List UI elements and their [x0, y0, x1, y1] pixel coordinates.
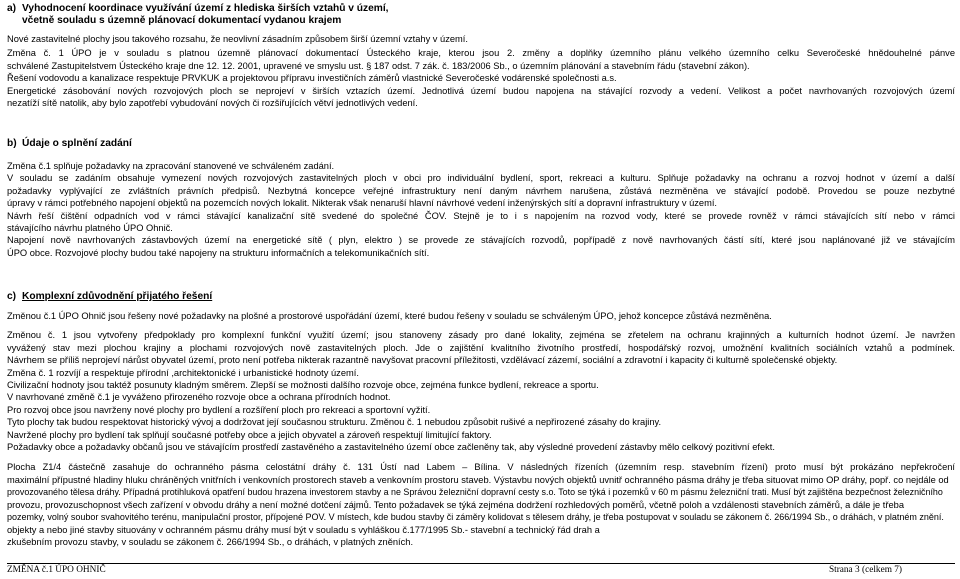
section-b-line: V souladu se zadáním obsahuje vymezení nových rozvojových zastavitelných ploch v obci pro individuální bydlení, sport, rekreaci a kulturu. Splňuje požadavky na ochranu a rozvoj hodnot v území a další [7, 173, 955, 184]
section-b-heading [7, 138, 132, 150]
section-a-heading-line2: včetně souladu s územně plánovací dokumentací vydanou krajem [22, 15, 342, 26]
section-c-spacer [7, 453, 955, 461]
section-c-line: Pro rozvoj obce jsou navrženy nové plochy pro bydlení a rozšíření ploch pro rekreaci a sportovní vyžití. [7, 404, 431, 415]
section-a-body [7, 33, 955, 109]
section-c-line: Plocha Z1/4 částečně zasahuje do ochranného pásma celostátní dráhy č. 131 Ústí nad Labem – Bílina. V následných řízeních (územním resp. stavebním řízení) proto musí být prokázáno nepřekročení [7, 462, 955, 473]
section-b-line: Změna č.1 splňuje požadavky na zpracování stanovené ve schváleném zadání. [7, 161, 335, 171]
section-c-line: Změnou č.1 ÚPO Ohnič jsou řešeny nové požadavky na plošné a prostorové uspořádání území, které budou řešeny v souladu se schváleným ÚPO, jehož koncepce zůstává nezměněna. [7, 311, 772, 321]
section-a-line: schválené Zastupitelstvem Ústeckého kraje dne 12. 12. 2001, upravené ve smyslu ust. § 187 odst. 7 zák. č. 183/2006 Sb., o územním plánování a stavebním řádu (stavební zákon). [7, 60, 750, 71]
section-c-line: vyvážený stav mezi plochou krajiny a plochami rozvojových nově zastavitelných ploch. Jde o zajištění kvalitního životního prostředí, hospodářský rozvoj, umožnění kvalitních sociálních vztahů a podmínek. [7, 342, 955, 353]
section-c-heading-text: Komplexní zdůvodnění přijatého řešení [22, 291, 213, 302]
section-a-heading-line1: Vyhodnocení koordinace využívání území z hlediska širších vztahů v území, [22, 3, 389, 14]
section-c-line: pozemky, volný soubor svahovitého terénu, manipulační prostor, přípojené POV. V místech, kde budou stavby či záměry kolidovat s tělesem dráhy, je třeba postupovat v souladu se zákonem č. 266/1994 Sb., o dráhách, v platném znění. [7, 512, 944, 523]
section-c-body [7, 310, 955, 548]
section-a-line: nezatíží sítě natolik, aby bylo zapotřebí vybudování nových či rozšiřujících větví jednotlivých vedení. [7, 98, 418, 109]
section-c-line: objekty a nebo jiné stavby situovány v ochranném pásmu dráhy musí být v souladu s vyhláškou č.177/1995 Sb.- stavební a technický řád drah a [7, 524, 600, 535]
section-a-heading [7, 3, 388, 27]
section-b-line: ÚPO obce. Rozvojové plochy budou také napojeny na strukturu informačních a telekomunikačních sítí. [7, 247, 430, 258]
section-c-line: Změnou č. 1 jsou vytvořeny předpoklady pro komplexní funkční využití území; jsou stanoveny zásady pro dané lokality, zejména se zřetelem na ochranu krajinných a kulturních hodnot území. Je navržen [7, 330, 955, 341]
section-c-line: Změna č. 1 rozvíjí a respektuje přírodní ,architektonické i urbanistické hodnoty území. [7, 367, 359, 378]
footer-document-title: ZMĚNA č.1 ÚPO OHNIČ [7, 565, 106, 575]
section-c-letter: c) [7, 291, 17, 302]
section-a-letter: a) [7, 3, 17, 14]
section-b-line: požadavky vyplývající ze zvláštních právních předpisů. Nezbytná koncepce veřejné infrastruktury není daným návrhem narušena, zůstává nezměněna ve stávající podobě. Provedou se pouze nezbytné [7, 185, 955, 196]
section-c-line: Tyto plochy tak budou respektovat historický vývoj a dodržovat její současnou strukturu. Změnou č. 1 nebudou způsobit rušivé a nepřirozené zásahy do krajiny. [7, 417, 662, 428]
footer-rule [7, 563, 955, 564]
section-a-line: Energetické zásobování nových rozvojových ploch se neprojeví v širších vztazích území. Jednotlivá území budou napojena na stávající rozvody a vedení. Velikost a počet navrhovaných rozvojových území [7, 85, 955, 96]
section-c-line: provozovaného tělesa dráhy. Případná protihluková opatření budou hrazena investorem stavby a ne Správou železniční dopravní cesty s.o. Toto se týká i pozemků v 60 m pásmu železniční trati. Musí být zajištěna bezpečnost železničního [7, 487, 943, 498]
section-b-line: Návrh řeší čištění odpadních vod v rámci stávající kanalizační sítě svedené do společné ČOV. Stejně je to i s napojením na rozvod vody, které se provede rovněž v rámci stávajících sítí nebo v rámci [7, 210, 955, 221]
section-c-line: zkušebním provozu stavby, v souladu se zákonem č. 266/1994 Sb., o dráhách, v platných zněních. [7, 536, 414, 547]
section-c-line: V navrhované změně č.1 je vyváženo přirozeného rozvoje obce a ochrana přírodních hodnot. [7, 392, 391, 403]
section-b-line: úpravy v rámci potřebného napojení objektů na pozemcích nových lokalit. Nikterak však nenaruší hlavní návrhové vedení inženýrských sítí a dopravní infrastruktury v území. [7, 198, 718, 209]
section-c-line: maximální přípustné hladiny hluku chráněných vnitřních i venkovních prostorech staveb a venkovním prostoru staveb. Výstavbu nových objektů uvnitř ochranného pásma dráhy je třeba situovat mimo OP dráhy, popř. co nejdále od [7, 474, 949, 485]
section-b-heading-text: Údaje o splnění zadání [22, 138, 132, 149]
section-c-line: Návrhem se příliš neprojeví nárůst obyvatel území, proto není potřeba nikterak razantně navyšovat pracovní příležitosti, vzdělávací zázemí, sociální a zdravotní i kapacity či kulturně společenské objekty. [7, 355, 838, 366]
section-b-line: stávajícího návrhu platného ÚPO Ohnič. [7, 223, 173, 234]
section-c-spacer [7, 322, 955, 329]
section-b-letter: b) [7, 138, 17, 149]
section-c-line: Navržené plochy pro bydlení tak splňují současné potřeby obce a jejich obyvatel a zároveň respektují limitující faktory. [7, 429, 492, 440]
section-a-line: Nové zastavitelné plochy jsou takového rozsahu, že neovlivní zásadním způsobem širší územní vztahy v území. [7, 34, 468, 44]
section-c-line: Civilizační hodnoty jsou taktéž posunuty kladným směrem. Zlepší se možnosti dalšího rozvoje obce, zejména funkce bydlení, rekreace a sportu. [7, 380, 599, 391]
section-c-line: Požadavky obce a požadavky občanů jsou ve stávajícím prostředí zastavěného a zastavitelného území obce začleněny tak, aby výsledné provedení zástavby mělo celkový pozitivní efekt. [7, 442, 775, 453]
footer-page-number: Strana 3 (celkem 7) [828, 565, 902, 575]
section-a-line: Změna č. 1 ÚPO je v souladu s platnou územně plánovací dokumentací Ústeckého kraje, kterou jsou 2. změny a doplňky územního plánu velkého územního celku Severočeské hnědouhelné pánve [7, 48, 955, 59]
section-b-body [7, 160, 955, 259]
section-c-heading [7, 291, 212, 303]
section-c-line: provozu, provozuschopnost všech zařízení v obvodu dráhy a není možné dotčení zájmů. Tento požadavek se týká zejména dodržení rozhledových poměrů, včetně poloh a vzdálenosti stavebních záměrů, a dále je třeba [7, 499, 904, 510]
section-a-line: Řešení vodovodu a kanalizace respektuje PRVKUK a projektovou přípravu investičních záměrů vlastnické Severočeské vodárenské společnosti a.s. [7, 73, 617, 84]
section-b-line: Napojení nově navrhovaných zástavbových území na energetické sítě ( plyn, elektro ) se provede ze stávajících rozvodů, popřípadě z nově navrhovaných částí sítí, které jsou naplánované již ve stávajícím [7, 235, 955, 246]
